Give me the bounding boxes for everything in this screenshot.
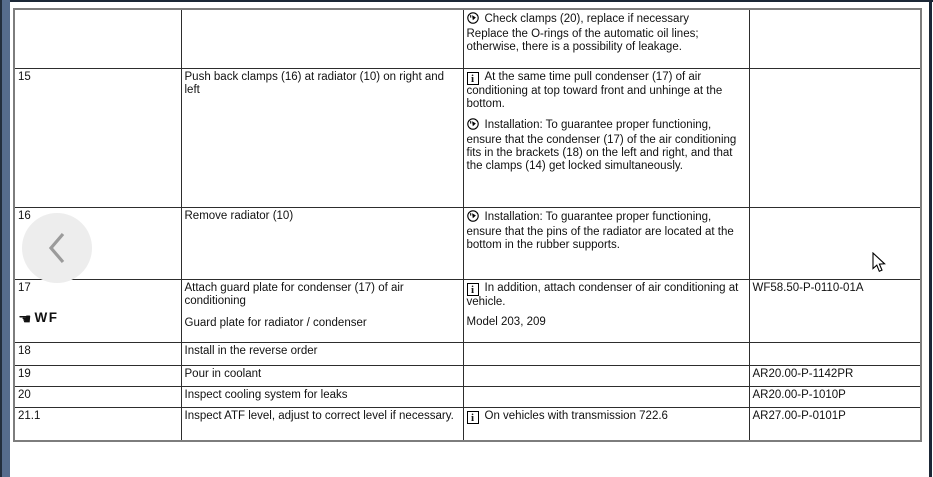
note-text: Installation: To guarantee proper functioning, ensure that the pins of the radiator are located at the bottom in the rubber supports.: [466, 210, 734, 251]
step-number-cell: [14, 279, 181, 342]
note-text: On vehicles with transmission 722.6: [484, 409, 668, 422]
task-text: Inspect ATF level, adjust to correct level if necessary.: [184, 409, 454, 422]
installation-icon: [467, 12, 479, 28]
installation-icon: [467, 210, 479, 226]
step-number: 19: [18, 367, 31, 380]
reference-cell: [749, 279, 921, 342]
reference-text: AR20.00-P-1142PR: [752, 367, 854, 380]
installation-icon: [467, 118, 479, 134]
info-icon: i: [467, 283, 479, 296]
task-cell: [181, 279, 463, 342]
table-row: [14, 279, 921, 342]
table-row: [14, 407, 921, 441]
notes-cell: [463, 386, 749, 407]
notes-cell: [463, 9, 749, 68]
wf-label: WF: [34, 309, 59, 325]
window-top-border: [0, 0, 933, 2]
table-row: [14, 68, 921, 207]
procedure-table: [13, 8, 922, 442]
task-subtext: Guard plate for radiator / condenser: [184, 316, 367, 329]
step-number-cell: [14, 342, 181, 365]
window-left-border: [0, 0, 10, 477]
notes-cell: [463, 365, 749, 386]
note-text: Model 203, 209: [466, 315, 546, 328]
task-cell: [181, 342, 463, 365]
task-cell: [181, 386, 463, 407]
step-number-cell: [14, 68, 181, 207]
reference-text: AR20.00-P-1010P: [752, 388, 846, 401]
task-cell: [181, 207, 463, 279]
note-text: Installation: To guarantee proper functioning, ensure that the condenser (17) of the air conditioning fits in the brackets (18) on the left and right, and that the clamps (14) get locked simultaneously.: [466, 118, 737, 172]
table-row: [14, 342, 921, 365]
note-text: Check clamps (20), replace if necessary Replace the O-rings of the automatic oil lines; otherwise, there is a possibility of leakage.: [466, 13, 699, 53]
reference-cell: [749, 386, 921, 407]
step-number-cell: [14, 365, 181, 386]
notes-cell: [463, 407, 749, 441]
reference-text: AR27.00-P-0101P: [752, 409, 846, 422]
task-cell: [181, 365, 463, 386]
back-button[interactable]: [22, 213, 92, 283]
reference-cell: [749, 407, 921, 441]
step-number-cell: [14, 9, 181, 68]
note: [467, 118, 746, 173]
table-row: [14, 207, 921, 279]
info-icon: i: [467, 411, 479, 424]
task-text: Pour in coolant: [184, 367, 262, 380]
notes-cell: [463, 279, 749, 342]
step-number: 21.1: [18, 409, 41, 422]
task-text: Inspect cooling system for leaks: [184, 388, 348, 401]
notes-cell: [463, 207, 749, 279]
note-text: At the same time pull condenser (17) of air conditioning at top toward front and unhinge at the bottom.: [466, 70, 723, 110]
note: [467, 282, 746, 309]
task-text: Push back clamps (16) at radiator (10) on right and left: [184, 70, 445, 96]
table-row: [14, 365, 921, 386]
wf-reference: [18, 311, 178, 326]
table-row: [14, 9, 921, 68]
task-text: Install in the reverse order: [184, 344, 318, 357]
reference-cell: [749, 68, 921, 207]
note: [467, 210, 746, 252]
reference-cell: [749, 342, 921, 365]
reference-cell: [749, 365, 921, 386]
window-right-border: [929, 0, 932, 477]
chevron-left-icon: [42, 226, 72, 270]
task-cell: [181, 68, 463, 207]
reference-cell: [749, 9, 921, 68]
step-number-cell: [14, 386, 181, 407]
note: [467, 71, 746, 111]
step-number-cell: [14, 407, 181, 441]
info-icon: i: [467, 72, 479, 85]
hand-pointing-icon: ☛: [18, 309, 32, 328]
step-number: 17: [18, 281, 31, 294]
reference-cell: [749, 207, 921, 279]
table-row: [14, 386, 921, 407]
notes-cell: [463, 342, 749, 365]
step-number: 20: [18, 388, 31, 401]
note: [467, 12, 746, 54]
note: [467, 316, 746, 329]
notes-cell: [463, 68, 749, 207]
task-text: Attach guard plate for condenser (17) of air conditioning: [184, 281, 404, 307]
task-cell: [181, 407, 463, 441]
reference-text: WF58.50-P-0110-01A: [752, 281, 864, 294]
step-number: 15: [18, 70, 31, 83]
step-number: 18: [18, 344, 31, 357]
note: [467, 410, 746, 424]
task-cell: [181, 9, 463, 68]
step-number: 16: [18, 209, 31, 222]
task-text: Remove radiator (10): [184, 209, 294, 222]
note-text: In addition, attach condenser of air conditioning at vehicle.: [466, 281, 739, 308]
